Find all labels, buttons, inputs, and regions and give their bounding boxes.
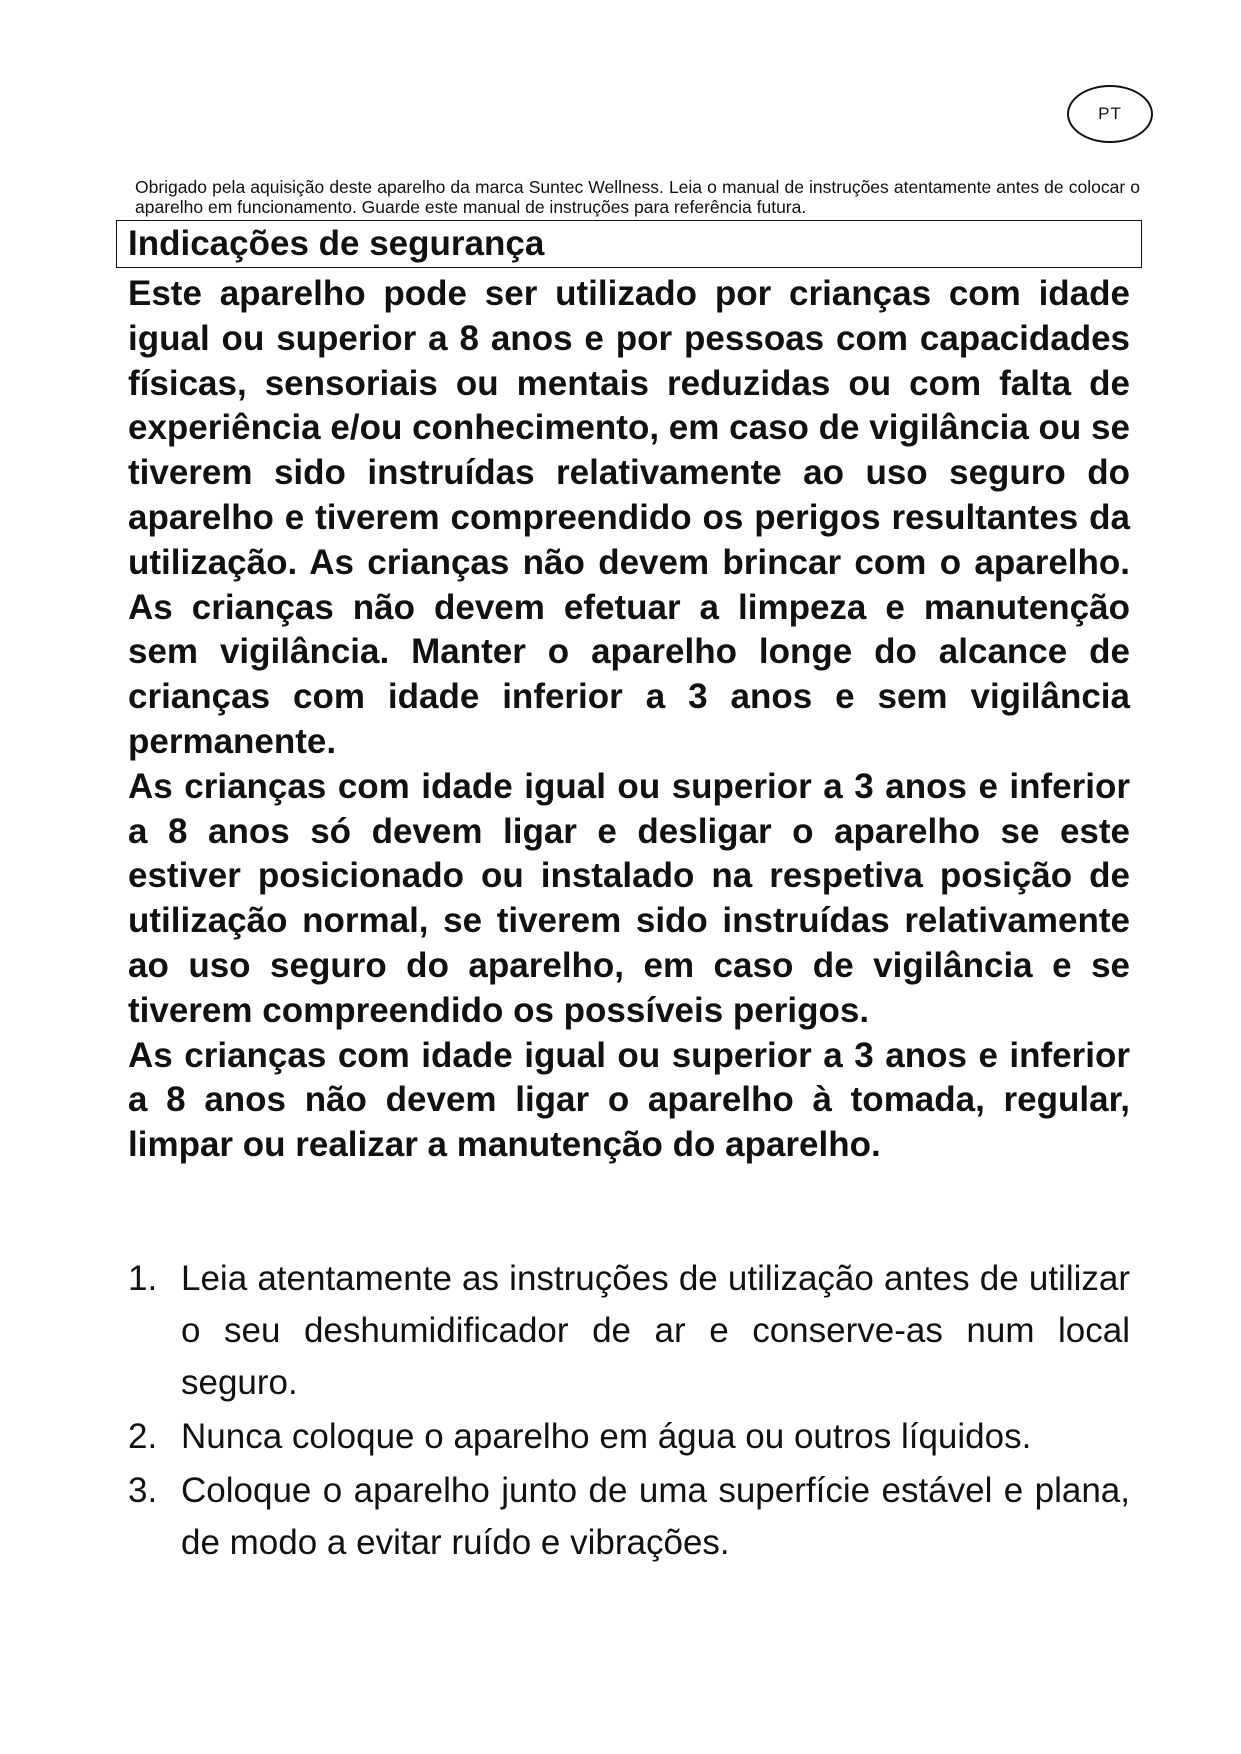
- safety-warnings: [128, 272, 1130, 1168]
- list-item: [128, 1465, 1130, 1569]
- intro-paragraph: Obrigado pela aquisição deste aparelho da marca Suntec Wellness. Leia o manual de instruções atentamente antes de colocar o aparelho em funcionamento. Guarde este manual de instruções para referência futura.: [135, 177, 1140, 217]
- language-badge-label: PT: [1098, 104, 1122, 123]
- list-item: [128, 1253, 1130, 1409]
- list-item-text: Leia atentamente as instruções de utilização antes de utilizar o seu deshumidificador de ar e conserve-as num local seguro.: [181, 1259, 1130, 1402]
- instruction-list: [128, 1253, 1130, 1571]
- warning-paragraph: As crianças com idade igual ou superior a 3 anos e inferior a 8 anos só devem ligar e desligar o aparelho se este estiver posicionado ou instalado na respetiva posição de utilização normal, se tiverem sido instruídas relativamente ao uso seguro do aparelho, em caso de vigilância e se tiverem compreendido os possíveis perigos.: [128, 766, 1130, 1030]
- warning-paragraph: As crianças com idade igual ou superior a 3 anos e inferior a 8 anos não devem ligar o aparelho à tomada, regular, limpar ou realizar a manutenção do aparelho.: [128, 1035, 1130, 1165]
- list-item-number: 1.: [128, 1259, 158, 1298]
- section-title: Indicações de segurança: [128, 224, 545, 263]
- list-item-number: 3.: [128, 1471, 158, 1510]
- warning-paragraph: Este aparelho pode ser utilizado por crianças com idade igual ou superior a 8 anos e por pessoas com capacidades físicas, sensoriais ou mentais reduzidas ou com falta de experiência e/ou conhecimento, em caso de vigilância ou se tiverem sido instruídas relativamente ao uso seguro do aparelho e tiverem compreendido os perigos resultantes da utilização. As crianças não devem brincar com o aparelho. As crianças não devem efetuar a limpeza e manutenção sem vigilância. Manter o aparelho longe do alcance de crianças com idade inferior a 3 anos e sem vigilância permanente.: [128, 274, 1130, 761]
- list-item-text: Nunca coloque o aparelho em água ou outros líquidos.: [181, 1417, 1032, 1456]
- list-item: [128, 1411, 1130, 1463]
- list-item-text: Coloque o aparelho junto de uma superfície estável e plana, de modo a evitar ruído e vibrações.: [181, 1471, 1130, 1562]
- list-item-number: 2.: [128, 1417, 158, 1456]
- language-badge: [1067, 85, 1153, 143]
